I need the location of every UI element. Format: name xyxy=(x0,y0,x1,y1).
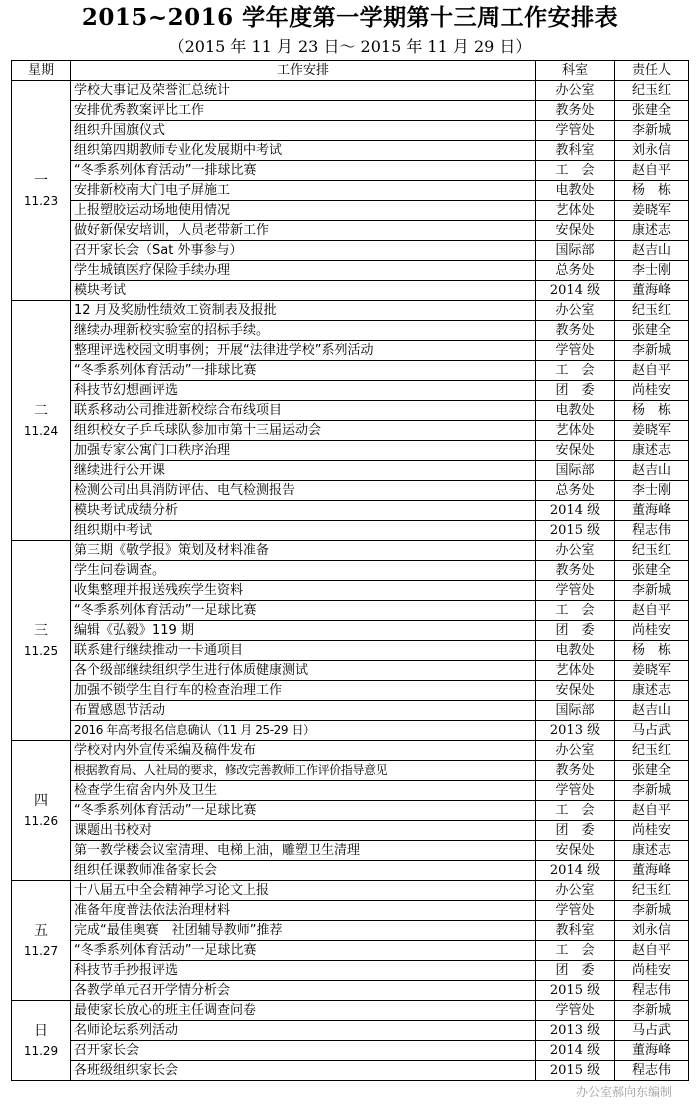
task-cell: 各个级部继续组织学生进行体质健康测试 xyxy=(71,661,536,681)
weekday-cell xyxy=(12,741,71,881)
table-row xyxy=(12,741,689,761)
task-cell: 学校对内外宣传采编及稿件发布 xyxy=(71,741,536,761)
page-subtitle: （2015 年 11 月 23 日～ 2015 年 11 月 29 日） xyxy=(168,37,532,56)
department-cell: 办公室 xyxy=(536,81,615,101)
table-row xyxy=(12,261,689,281)
task-cell: 第三期《敬学报》策划及材料准备 xyxy=(71,541,536,561)
department-cell: 2015 级 xyxy=(536,1061,615,1081)
department-cell: 学管处 xyxy=(536,1001,615,1021)
person-cell: 李士刚 xyxy=(615,261,689,281)
table-row xyxy=(12,421,689,441)
task-cell: 组织升国旗仪式 xyxy=(71,121,536,141)
task-cell: 安排新校南大门电子屏施工 xyxy=(71,181,536,201)
task-cell: 根据教育局、人社局的要求，修改完善教师工作评价指导意见 xyxy=(71,761,536,781)
table-row xyxy=(12,801,689,821)
task-cell: “冬季系列体育活动”一排球比赛 xyxy=(71,361,536,381)
person-cell: 赵自平 xyxy=(615,801,689,821)
task-cell: 组织任课教师准备家长会 xyxy=(71,861,536,881)
task-cell: “冬季系列体育活动”一足球比赛 xyxy=(71,941,536,961)
table-row xyxy=(12,521,689,541)
department-cell: 工 会 xyxy=(536,941,615,961)
table-row xyxy=(12,781,689,801)
weekday-date: 11.29 xyxy=(23,1043,59,1058)
department-cell: 2015 级 xyxy=(536,521,615,541)
header-row xyxy=(12,61,689,81)
task-cell: 组织期中考试 xyxy=(71,521,536,541)
department-cell: 安保处 xyxy=(536,841,615,861)
task-cell: 各班级组织家长会 xyxy=(71,1061,536,1081)
task-cell: 布置感恩节活动 xyxy=(71,701,536,721)
person-cell: 尚桂安 xyxy=(615,821,689,841)
table-row xyxy=(12,381,689,401)
department-cell: 电教处 xyxy=(536,641,615,661)
task-cell: 继续办理新校实验室的招标手续。 xyxy=(71,321,536,341)
department-cell: 团 委 xyxy=(536,621,615,641)
department-cell: 教务处 xyxy=(536,761,615,781)
table-row xyxy=(12,181,689,201)
person-cell: 李新城 xyxy=(615,341,689,361)
department-cell: 学管处 xyxy=(536,901,615,921)
department-cell: 安保处 xyxy=(536,681,615,701)
person-cell: 赵吉山 xyxy=(615,461,689,481)
department-cell: 国际部 xyxy=(536,241,615,261)
person-cell: 杨 栋 xyxy=(615,181,689,201)
department-cell: 2014 级 xyxy=(536,1041,615,1061)
task-cell: 各教学单元召开学情分析会 xyxy=(71,981,536,1001)
task-cell: 第一教学楼会议室清理、电梯上油，雕塑卫生清理 xyxy=(71,841,536,861)
person-cell: 张建全 xyxy=(615,561,689,581)
table-row xyxy=(12,821,689,841)
table-row xyxy=(12,881,689,901)
table-row xyxy=(12,221,689,241)
department-cell: 团 委 xyxy=(536,961,615,981)
department-cell: 艺体处 xyxy=(536,201,615,221)
table-row xyxy=(12,481,689,501)
weekday-label: 三 xyxy=(34,622,48,639)
person-cell: 刘永信 xyxy=(615,921,689,941)
task-cell: 加强专家公寓门口秩序治理 xyxy=(71,441,536,461)
weekday-label: 日 xyxy=(34,1022,48,1039)
table-row xyxy=(12,961,689,981)
weekday-cell xyxy=(12,301,71,541)
weekday-label: 四 xyxy=(34,792,48,809)
department-cell: 团 委 xyxy=(536,821,615,841)
table-row xyxy=(12,601,689,621)
table-row xyxy=(12,941,689,961)
person-cell: 赵自平 xyxy=(615,161,689,181)
task-cell: 科技节幻想画评选 xyxy=(71,381,536,401)
header-weekday: 星期 xyxy=(12,61,71,81)
task-cell: 名师论坛系列活动 xyxy=(71,1021,536,1041)
table-row xyxy=(12,321,689,341)
task-cell: 联系建行继续推动一卡通项目 xyxy=(71,641,536,661)
task-cell: 组织第四期教师专业化发展期中考试 xyxy=(71,141,536,161)
task-cell: 模块考试成绩分析 xyxy=(71,501,536,521)
task-cell: 联系移动公司推进新校综合布线项目 xyxy=(71,401,536,421)
person-cell: 康述志 xyxy=(615,221,689,241)
department-cell: 电教处 xyxy=(536,401,615,421)
person-cell: 张建全 xyxy=(615,321,689,341)
department-cell: 2014 级 xyxy=(536,281,615,301)
person-cell: 杨 栋 xyxy=(615,401,689,421)
table-row xyxy=(12,681,689,701)
department-cell: 办公室 xyxy=(536,881,615,901)
person-cell: 张建全 xyxy=(615,761,689,781)
person-cell: 尚桂安 xyxy=(615,621,689,641)
weekday-date: 11.27 xyxy=(23,943,59,958)
person-cell: 刘永信 xyxy=(615,141,689,161)
department-cell: 国际部 xyxy=(536,461,615,481)
person-cell: 李新城 xyxy=(615,581,689,601)
person-cell: 康述志 xyxy=(615,441,689,461)
person-cell: 姜晓军 xyxy=(615,661,689,681)
task-cell: 检测公司出具消防评估、电气检测报告 xyxy=(71,481,536,501)
task-cell: 收集整理并报送残疾学生资料 xyxy=(71,581,536,601)
table-row xyxy=(12,441,689,461)
table-row xyxy=(12,401,689,421)
task-cell: 完成“最佳奥赛 社团辅导教师”推荐 xyxy=(71,921,536,941)
person-cell: 董海峰 xyxy=(615,861,689,881)
person-cell: 程志伟 xyxy=(615,981,689,1001)
person-cell: 纪玉红 xyxy=(615,741,689,761)
task-cell: 组织校女子乒乓球队参加市第十三届运动会 xyxy=(71,421,536,441)
table-row xyxy=(12,341,689,361)
table-row xyxy=(12,121,689,141)
task-cell: 模块考试 xyxy=(71,281,536,301)
department-cell: 工 会 xyxy=(536,801,615,821)
table-row xyxy=(12,141,689,161)
person-cell: 程志伟 xyxy=(615,1061,689,1081)
department-cell: 教务处 xyxy=(536,101,615,121)
table-row xyxy=(12,541,689,561)
task-cell: 做好新保安培训，人员老带新工作 xyxy=(71,221,536,241)
table-row xyxy=(12,1041,689,1061)
department-cell: 艺体处 xyxy=(536,661,615,681)
person-cell: 纪玉红 xyxy=(615,881,689,901)
task-cell: 课题出书校对 xyxy=(71,821,536,841)
person-cell: 纪玉红 xyxy=(615,541,689,561)
table-row xyxy=(12,1061,689,1081)
person-cell: 赵吉山 xyxy=(615,241,689,261)
person-cell: 康述志 xyxy=(615,841,689,861)
person-cell: 赵自平 xyxy=(615,601,689,621)
table-row xyxy=(12,161,689,181)
table-row xyxy=(12,81,689,101)
person-cell: 张建全 xyxy=(615,101,689,121)
table-row xyxy=(12,761,689,781)
person-cell: 李士刚 xyxy=(615,481,689,501)
table-row xyxy=(12,581,689,601)
department-cell: 工 会 xyxy=(536,601,615,621)
department-cell: 总务处 xyxy=(536,481,615,501)
table-row xyxy=(12,501,689,521)
table-row xyxy=(12,921,689,941)
table-row xyxy=(12,301,689,321)
department-cell: 办公室 xyxy=(536,301,615,321)
person-cell: 纪玉红 xyxy=(615,301,689,321)
person-cell: 李新城 xyxy=(615,781,689,801)
table-row xyxy=(12,901,689,921)
task-cell: 准备年度普法依法治理材料 xyxy=(71,901,536,921)
person-cell: 康述志 xyxy=(615,681,689,701)
task-cell: 召开家长会 xyxy=(71,1041,536,1061)
task-cell: 学校大事记及荣誉汇总统计 xyxy=(71,81,536,101)
department-cell: 2014 级 xyxy=(536,501,615,521)
table-row xyxy=(12,561,689,581)
department-cell: 学管处 xyxy=(536,341,615,361)
person-cell: 董海峰 xyxy=(615,501,689,521)
header-person: 责任人 xyxy=(615,61,689,81)
task-cell: 整理评选校园文明事例；开展“法律进学校”系列活动 xyxy=(71,341,536,361)
department-cell: 2013 级 xyxy=(536,1021,615,1041)
person-cell: 纪玉红 xyxy=(615,81,689,101)
weekday-date: 11.24 xyxy=(23,423,59,438)
weekday-label: 一 xyxy=(34,172,48,189)
weekday-label: 二 xyxy=(34,402,48,419)
department-cell: 安保处 xyxy=(536,441,615,461)
department-cell: 办公室 xyxy=(536,541,615,561)
weekday-date: 11.23 xyxy=(23,193,59,208)
table-row xyxy=(12,101,689,121)
department-cell: 工 会 xyxy=(536,361,615,381)
department-cell: 办公室 xyxy=(536,741,615,761)
schedule-table xyxy=(11,60,689,1081)
weekday-cell xyxy=(12,81,71,301)
department-cell: 学管处 xyxy=(536,781,615,801)
task-cell: “冬季系列体育活动”一足球比赛 xyxy=(71,801,536,821)
task-cell: 最使家长放心的班主任调查问卷 xyxy=(71,1001,536,1021)
header-task: 工作安排 xyxy=(71,61,536,81)
weekday-date: 11.26 xyxy=(23,813,59,828)
table-row xyxy=(12,241,689,261)
department-cell: 2015 级 xyxy=(536,981,615,1001)
table-row xyxy=(12,701,689,721)
department-cell: 教科室 xyxy=(536,141,615,161)
department-cell: 2014 级 xyxy=(536,861,615,881)
department-cell: 教科室 xyxy=(536,921,615,941)
task-cell: 加强不锁学生自行车的检查治理工作 xyxy=(71,681,536,701)
table-row xyxy=(12,721,689,741)
table-row xyxy=(12,861,689,881)
task-cell: 12 月及奖励性绩效工资制表及报批 xyxy=(71,301,536,321)
table-row xyxy=(12,841,689,861)
department-cell: 2013 级 xyxy=(536,721,615,741)
footer-credit: 办公室郝向东编制 xyxy=(575,1085,672,1099)
person-cell: 李新城 xyxy=(615,901,689,921)
task-cell: 科技节手抄报评选 xyxy=(71,961,536,981)
weekday-cell xyxy=(12,1001,71,1081)
person-cell: 姜晓军 xyxy=(615,421,689,441)
header-department: 科室 xyxy=(536,61,615,81)
department-cell: 艺体处 xyxy=(536,421,615,441)
task-cell: “冬季系列体育活动”一排球比赛 xyxy=(71,161,536,181)
department-cell: 国际部 xyxy=(536,701,615,721)
department-cell: 电教处 xyxy=(536,181,615,201)
table-row xyxy=(12,981,689,1001)
person-cell: 赵自平 xyxy=(615,361,689,381)
task-cell: 2016 年高考报名信息确认（11 月 25-29 日） xyxy=(71,721,536,741)
person-cell: 马占武 xyxy=(615,1021,689,1041)
table-row xyxy=(12,281,689,301)
table-row xyxy=(12,661,689,681)
person-cell: 尚桂安 xyxy=(615,961,689,981)
table-row xyxy=(12,621,689,641)
task-cell: 编辑《弘毅》119 期 xyxy=(71,621,536,641)
page-title: 2015~2016 学年度第一学期第十三周工作安排表 xyxy=(81,4,619,31)
table-row xyxy=(12,361,689,381)
table-row xyxy=(12,1001,689,1021)
department-cell: 安保处 xyxy=(536,221,615,241)
person-cell: 董海峰 xyxy=(615,281,689,301)
person-cell: 杨 栋 xyxy=(615,641,689,661)
department-cell: 教务处 xyxy=(536,561,615,581)
weekday-cell xyxy=(12,881,71,1001)
task-cell: 安排优秀教案评比工作 xyxy=(71,101,536,121)
person-cell: 李新城 xyxy=(615,1001,689,1021)
person-cell: 姜晓军 xyxy=(615,201,689,221)
task-cell: 十八届五中全会精神学习论文上报 xyxy=(71,881,536,901)
person-cell: 李新城 xyxy=(615,121,689,141)
weekday-cell xyxy=(12,541,71,741)
person-cell: 程志伟 xyxy=(615,521,689,541)
person-cell: 马占武 xyxy=(615,721,689,741)
person-cell: 赵吉山 xyxy=(615,701,689,721)
department-cell: 学管处 xyxy=(536,581,615,601)
weekday-label: 五 xyxy=(34,922,48,939)
department-cell: 工 会 xyxy=(536,161,615,181)
task-cell: 继续进行公开课 xyxy=(71,461,536,481)
task-cell: 上报塑胶运动场地使用情况 xyxy=(71,201,536,221)
department-cell: 总务处 xyxy=(536,261,615,281)
table-row xyxy=(12,461,689,481)
task-cell: 检查学生宿舍内外及卫生 xyxy=(71,781,536,801)
task-cell: “冬季系列体育活动”一足球比赛 xyxy=(71,601,536,621)
department-cell: 教务处 xyxy=(536,321,615,341)
department-cell: 团 委 xyxy=(536,381,615,401)
table-row xyxy=(12,1021,689,1041)
table-row xyxy=(12,641,689,661)
person-cell: 董海峰 xyxy=(615,1041,689,1061)
task-cell: 召开家长会（Sat 外事参与） xyxy=(71,241,536,261)
task-cell: 学生问卷调查。 xyxy=(71,561,536,581)
department-cell: 学管处 xyxy=(536,121,615,141)
task-cell: 学生城镇医疗保险手续办理 xyxy=(71,261,536,281)
table-row xyxy=(12,201,689,221)
weekday-date: 11.25 xyxy=(23,643,59,658)
schedule-body xyxy=(12,81,689,1081)
person-cell: 赵自平 xyxy=(615,941,689,961)
person-cell: 尚桂安 xyxy=(615,381,689,401)
